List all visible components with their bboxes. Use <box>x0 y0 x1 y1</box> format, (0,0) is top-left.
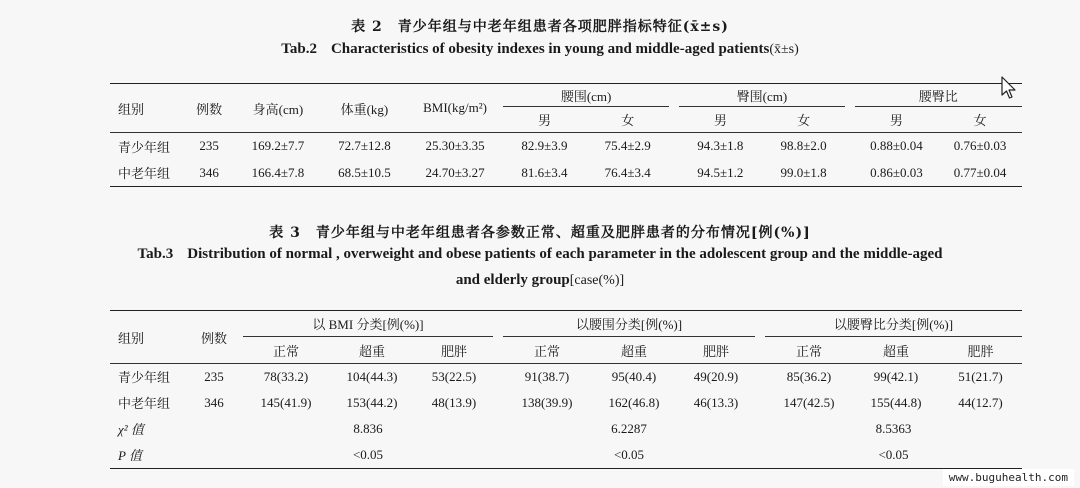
cell: <0.05 <box>878 446 909 462</box>
header-whr-class: 以腰臀比分类[例(%)] <box>765 311 1022 337</box>
cell: 中老年组 <box>118 396 171 411</box>
table3-title-en-line2 <box>0 272 1080 289</box>
cell: 0.86±0.03 <box>870 164 923 180</box>
header-overweight: 超重 <box>358 343 385 359</box>
table3-title-en-text: Distribution of normal , overweight and obese patients of each parameter in the adolescent group and the middle-aged <box>187 246 943 262</box>
table2 <box>110 83 1022 187</box>
cell: 153(44.2) <box>346 394 398 410</box>
cell: 25.30±3.35 <box>425 138 485 154</box>
header-female: 女 <box>973 113 987 128</box>
header-waist: 腰围(cm) <box>503 84 670 107</box>
header-overweight: 超重 <box>882 343 909 359</box>
cell: 44(12.7) <box>958 394 1003 410</box>
table-row <box>110 133 1022 160</box>
cell: 0.76±0.03 <box>953 138 1007 154</box>
header-weight: 体重(kg) <box>322 84 408 133</box>
cell: 51(21.7) <box>958 368 1003 384</box>
header-male: 男 <box>713 113 727 128</box>
cell: 青少年组 <box>118 139 171 155</box>
cell: 162(46.8) <box>608 394 660 410</box>
header-n: 例数 <box>184 84 234 133</box>
cell: 94.3±1.8 <box>697 138 744 154</box>
cell: 8.5363 <box>875 420 912 436</box>
cell: 24.70±3.27 <box>425 164 485 180</box>
cell: 138(39.9) <box>521 394 573 410</box>
cell: <0.05 <box>352 446 384 462</box>
cell: 99(42.1) <box>873 368 919 384</box>
table-row-p <box>110 442 1022 469</box>
table3-title-en-text2: and elderly group <box>455 272 570 288</box>
header-normal: 正常 <box>272 343 299 359</box>
cell: 0.88±0.04 <box>870 138 923 154</box>
cell: 94.5±1.2 <box>697 164 744 180</box>
cell: 76.4±3.4 <box>604 164 651 180</box>
cell: 中老年组 <box>118 166 171 182</box>
p-label: P 值 <box>118 448 142 464</box>
cell: 145(41.9) <box>260 394 312 410</box>
cell: 6.2287 <box>611 420 647 436</box>
header-male: 男 <box>889 113 903 128</box>
header-obese: 肥胖 <box>967 343 994 359</box>
header-bmi-class: 以 BMI 分类[例(%)] <box>243 311 493 337</box>
header-group: 组别 <box>110 84 184 133</box>
header-obese: 肥胖 <box>440 343 467 359</box>
cell: 53(22.5) <box>431 368 477 384</box>
cell: <0.05 <box>613 446 645 462</box>
cell: 72.7±12.8 <box>338 138 391 154</box>
cell: 0.77±0.04 <box>953 164 1007 180</box>
cell: 78(33.2) <box>263 368 309 384</box>
header-normal: 正常 <box>533 343 560 359</box>
header-bmi: BMI(kg/m²) <box>407 84 503 133</box>
header-n: 例数 <box>185 311 243 364</box>
table-row <box>110 160 1022 187</box>
table3-title-en-line1 <box>0 246 1080 263</box>
header-hip: 臀围(cm) <box>679 84 846 107</box>
table2-title-en <box>0 41 1080 58</box>
cell: 99.0±1.8 <box>780 164 827 180</box>
cell: 青少年组 <box>118 370 171 386</box>
header-overweight: 超重 <box>620 343 647 359</box>
cell: 235 <box>199 138 219 154</box>
header-group: 组别 <box>110 311 185 364</box>
header-waist-class: 以腰围分类[例(%)] <box>503 311 755 337</box>
header-whr: 腰臀比 <box>855 84 1022 107</box>
header-female: 女 <box>797 113 811 128</box>
mouse-pointer-icon <box>1000 76 1018 100</box>
cell: 346 <box>199 164 219 180</box>
cell: 48(13.9) <box>431 394 477 410</box>
cell: 169.2±7.7 <box>251 138 305 154</box>
cell: 147(42.5) <box>783 394 835 410</box>
cell: 155(44.8) <box>870 394 922 410</box>
header-male: 男 <box>537 113 551 128</box>
cell: 82.9±3.9 <box>521 138 568 154</box>
cell: 235 <box>204 368 224 384</box>
table2-title-en-text: Characteristics of obesity indexes in young and middle-aged patients <box>330 41 770 57</box>
table2-number: Tab.2 <box>281 41 317 57</box>
cell: 75.4±2.9 <box>604 138 651 154</box>
header-obese: 肥胖 <box>702 343 729 359</box>
cell: 81.6±3.4 <box>521 164 568 180</box>
cell: 68.5±10.5 <box>338 164 391 180</box>
cell: 166.4±7.8 <box>251 164 305 180</box>
cell: 91(38.7) <box>524 368 570 384</box>
table3-title-en-suffix: [case(%)] <box>569 273 625 288</box>
chi-label: χ² 值 <box>118 422 144 437</box>
header-female: 女 <box>621 113 635 128</box>
header-normal: 正常 <box>795 343 822 359</box>
cell: 98.8±2.0 <box>780 138 827 154</box>
header-height: 身高(cm) <box>234 84 321 133</box>
cell: 49(20.9) <box>693 368 739 384</box>
watermark: www.buguhealth.com <box>943 469 1074 486</box>
cell: 46(13.3) <box>693 394 739 410</box>
table3-title-cn: 表 3 青少年组与中老年组患者各参数正常、超重及肥胖患者的分布情况[例(%)] <box>269 225 811 241</box>
cell: 95(40.4) <box>611 368 657 384</box>
table-row <box>110 364 1022 390</box>
cell: 8.836 <box>353 420 383 436</box>
table2-title-en-suffix: (x̄±s) <box>769 42 799 57</box>
cell: 346 <box>204 394 224 410</box>
table-row-chi <box>110 416 1022 442</box>
table3 <box>110 310 1022 469</box>
cell: 85(36.2) <box>786 368 832 384</box>
table-row <box>110 390 1022 416</box>
cell: 104(44.3) <box>346 368 398 384</box>
table3-number: Tab.3 <box>137 246 174 262</box>
table2-title-cn: 表 2 青少年组与中老年组患者各项肥胖指标特征(x̄±s) <box>351 19 729 35</box>
